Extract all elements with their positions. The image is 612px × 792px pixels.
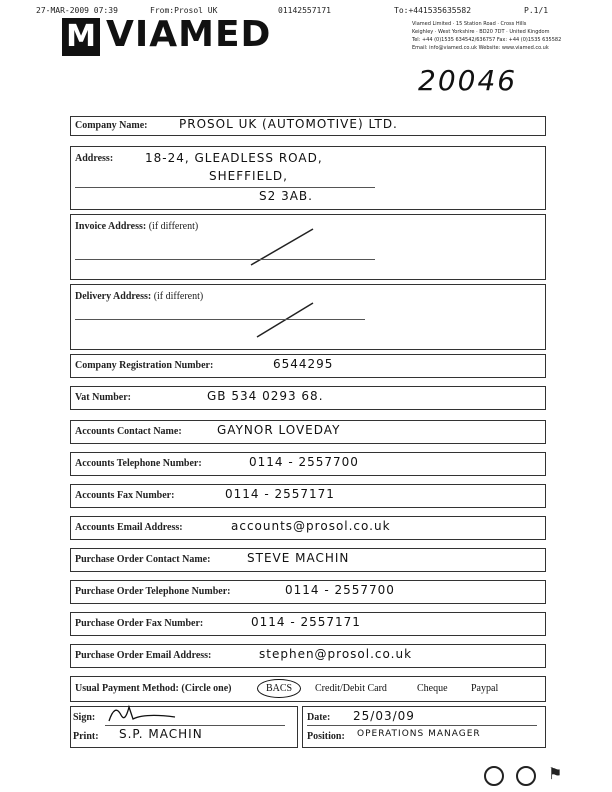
- invoice-address-label: [75, 221, 198, 232]
- invoice-strike-mark: [247, 225, 317, 269]
- company-name-value[interactable]: PROSOL UK (AUTOMOTIVE) LTD.: [179, 117, 398, 131]
- payment-option-card[interactable]: Credit/Debit Card: [315, 683, 387, 694]
- certification-seal-icon: [516, 766, 536, 786]
- date-rule: [307, 725, 537, 726]
- address-block: [70, 146, 546, 210]
- company-address-line: Keighley · West Yorkshire · BD20 7DT · United Kingdom: [412, 29, 550, 35]
- accounts-email-row: [70, 516, 546, 540]
- vat-row: [70, 386, 546, 410]
- accounts-email-label: Accounts Email Address:: [75, 522, 183, 533]
- viamed-logo-text: VIAMED: [106, 14, 272, 55]
- invoice-address-note: (if different): [148, 221, 199, 232]
- po-contact-label: Purchase Order Contact Name:: [75, 554, 211, 565]
- payment-method-label: [75, 683, 231, 694]
- po-email-label: Purchase Order Email Address:: [75, 650, 212, 661]
- position-label: Position:: [307, 731, 345, 742]
- viamed-logo-mark: M: [62, 18, 100, 56]
- company-address-line: Email: info@viamed.co.uk Website: www.viamed.co.uk: [412, 45, 549, 51]
- vat-value[interactable]: GB 534 0293 68.: [207, 389, 324, 403]
- payment-method-title: Usual Payment Method:: [75, 683, 179, 694]
- company-registration-row: [70, 354, 546, 378]
- po-telephone-row: [70, 580, 546, 604]
- date-label: Date:: [307, 712, 331, 723]
- accounts-contact-row: [70, 420, 546, 444]
- company-address-line: Tel: +44 (0)1535 634542/636757 Fax: +44 (0)1535 635582: [412, 37, 562, 43]
- print-value[interactable]: S.P. MACHIN: [119, 727, 203, 741]
- company-name-label: Company Name:: [75, 120, 148, 131]
- address-line-3[interactable]: S2 3AB.: [259, 189, 313, 203]
- po-fax-label: Purchase Order Fax Number:: [75, 618, 204, 629]
- address-rule: [75, 187, 375, 188]
- fax-datetime: 27-MAR-2009 07:39: [36, 6, 118, 15]
- vat-label: Vat Number:: [75, 392, 132, 403]
- delivery-address-label: [75, 291, 203, 302]
- signature-block: [70, 706, 298, 748]
- po-contact-value[interactable]: STEVE MACHIN: [247, 551, 350, 565]
- accounts-fax-value[interactable]: 0114 - 2557171: [225, 487, 335, 501]
- certification-seal-icon: [484, 766, 504, 786]
- fax-page: P.1/1: [524, 6, 549, 15]
- payment-method-row: [70, 676, 546, 702]
- po-telephone-label: Purchase Order Telephone Number:: [75, 586, 231, 597]
- date-position-block: [302, 706, 546, 748]
- reference-number: 20046: [418, 64, 518, 97]
- fax-from: From:Prosol UK: [150, 6, 218, 15]
- position-value[interactable]: OPERATIONS MANAGER: [357, 729, 481, 739]
- delivery-rule: [75, 319, 365, 320]
- company-address-line: Viamed Limited · 15 Station Road · Cross Hills: [412, 21, 527, 27]
- invoice-rule: [75, 259, 375, 260]
- address-line-1[interactable]: 18-24, GLEADLESS ROAD,: [145, 151, 323, 165]
- accounts-contact-label: Accounts Contact Name:: [75, 426, 182, 437]
- sign-label: Sign:: [73, 712, 96, 723]
- invoice-address-title: Invoice Address:: [75, 221, 147, 232]
- fax-to: To:+441535635582: [394, 6, 472, 15]
- po-fax-value[interactable]: 0114 - 2557171: [251, 615, 361, 629]
- certification-mark-icon: ⚑: [548, 764, 563, 783]
- po-contact-row: [70, 548, 546, 572]
- po-fax-row: [70, 612, 546, 636]
- date-value[interactable]: 25/03/09: [353, 709, 415, 723]
- po-email-value[interactable]: stephen@prosol.co.uk: [259, 647, 413, 661]
- invoice-address-block: [70, 214, 546, 280]
- accounts-telephone-label: Accounts Telephone Number:: [75, 458, 202, 469]
- print-label: Print:: [73, 731, 99, 742]
- accounts-fax-row: [70, 484, 546, 508]
- accounts-telephone-row: [70, 452, 546, 476]
- company-registration-value[interactable]: 6544295: [273, 357, 334, 371]
- payment-option-cheque[interactable]: Cheque: [417, 683, 448, 694]
- accounts-fax-label: Accounts Fax Number:: [75, 490, 175, 501]
- payment-option-paypal[interactable]: Paypal: [471, 683, 499, 694]
- address-line-2[interactable]: SHEFFIELD,: [209, 169, 288, 183]
- company-name-row: [70, 116, 546, 136]
- company-registration-label: Company Registration Number:: [75, 360, 214, 371]
- accounts-email-value[interactable]: accounts@prosol.co.uk: [231, 519, 391, 533]
- po-email-row: [70, 644, 546, 668]
- payment-method-note: (Circle one): [181, 683, 232, 694]
- signature-mark[interactable]: [105, 701, 185, 725]
- fax-from-number: 01142557171: [278, 6, 331, 15]
- delivery-address-title: Delivery Address:: [75, 291, 152, 302]
- po-telephone-value[interactable]: 0114 - 2557700: [285, 583, 395, 597]
- accounts-contact-value[interactable]: GAYNOR LOVEDAY: [217, 423, 341, 437]
- sign-rule: [105, 725, 285, 726]
- delivery-address-block: [70, 284, 546, 350]
- delivery-address-note: (if different): [153, 291, 204, 302]
- payment-option-bacs[interactable]: BACS: [257, 679, 301, 698]
- address-label: Address:: [75, 153, 114, 164]
- accounts-telephone-value[interactable]: 0114 - 2557700: [249, 455, 359, 469]
